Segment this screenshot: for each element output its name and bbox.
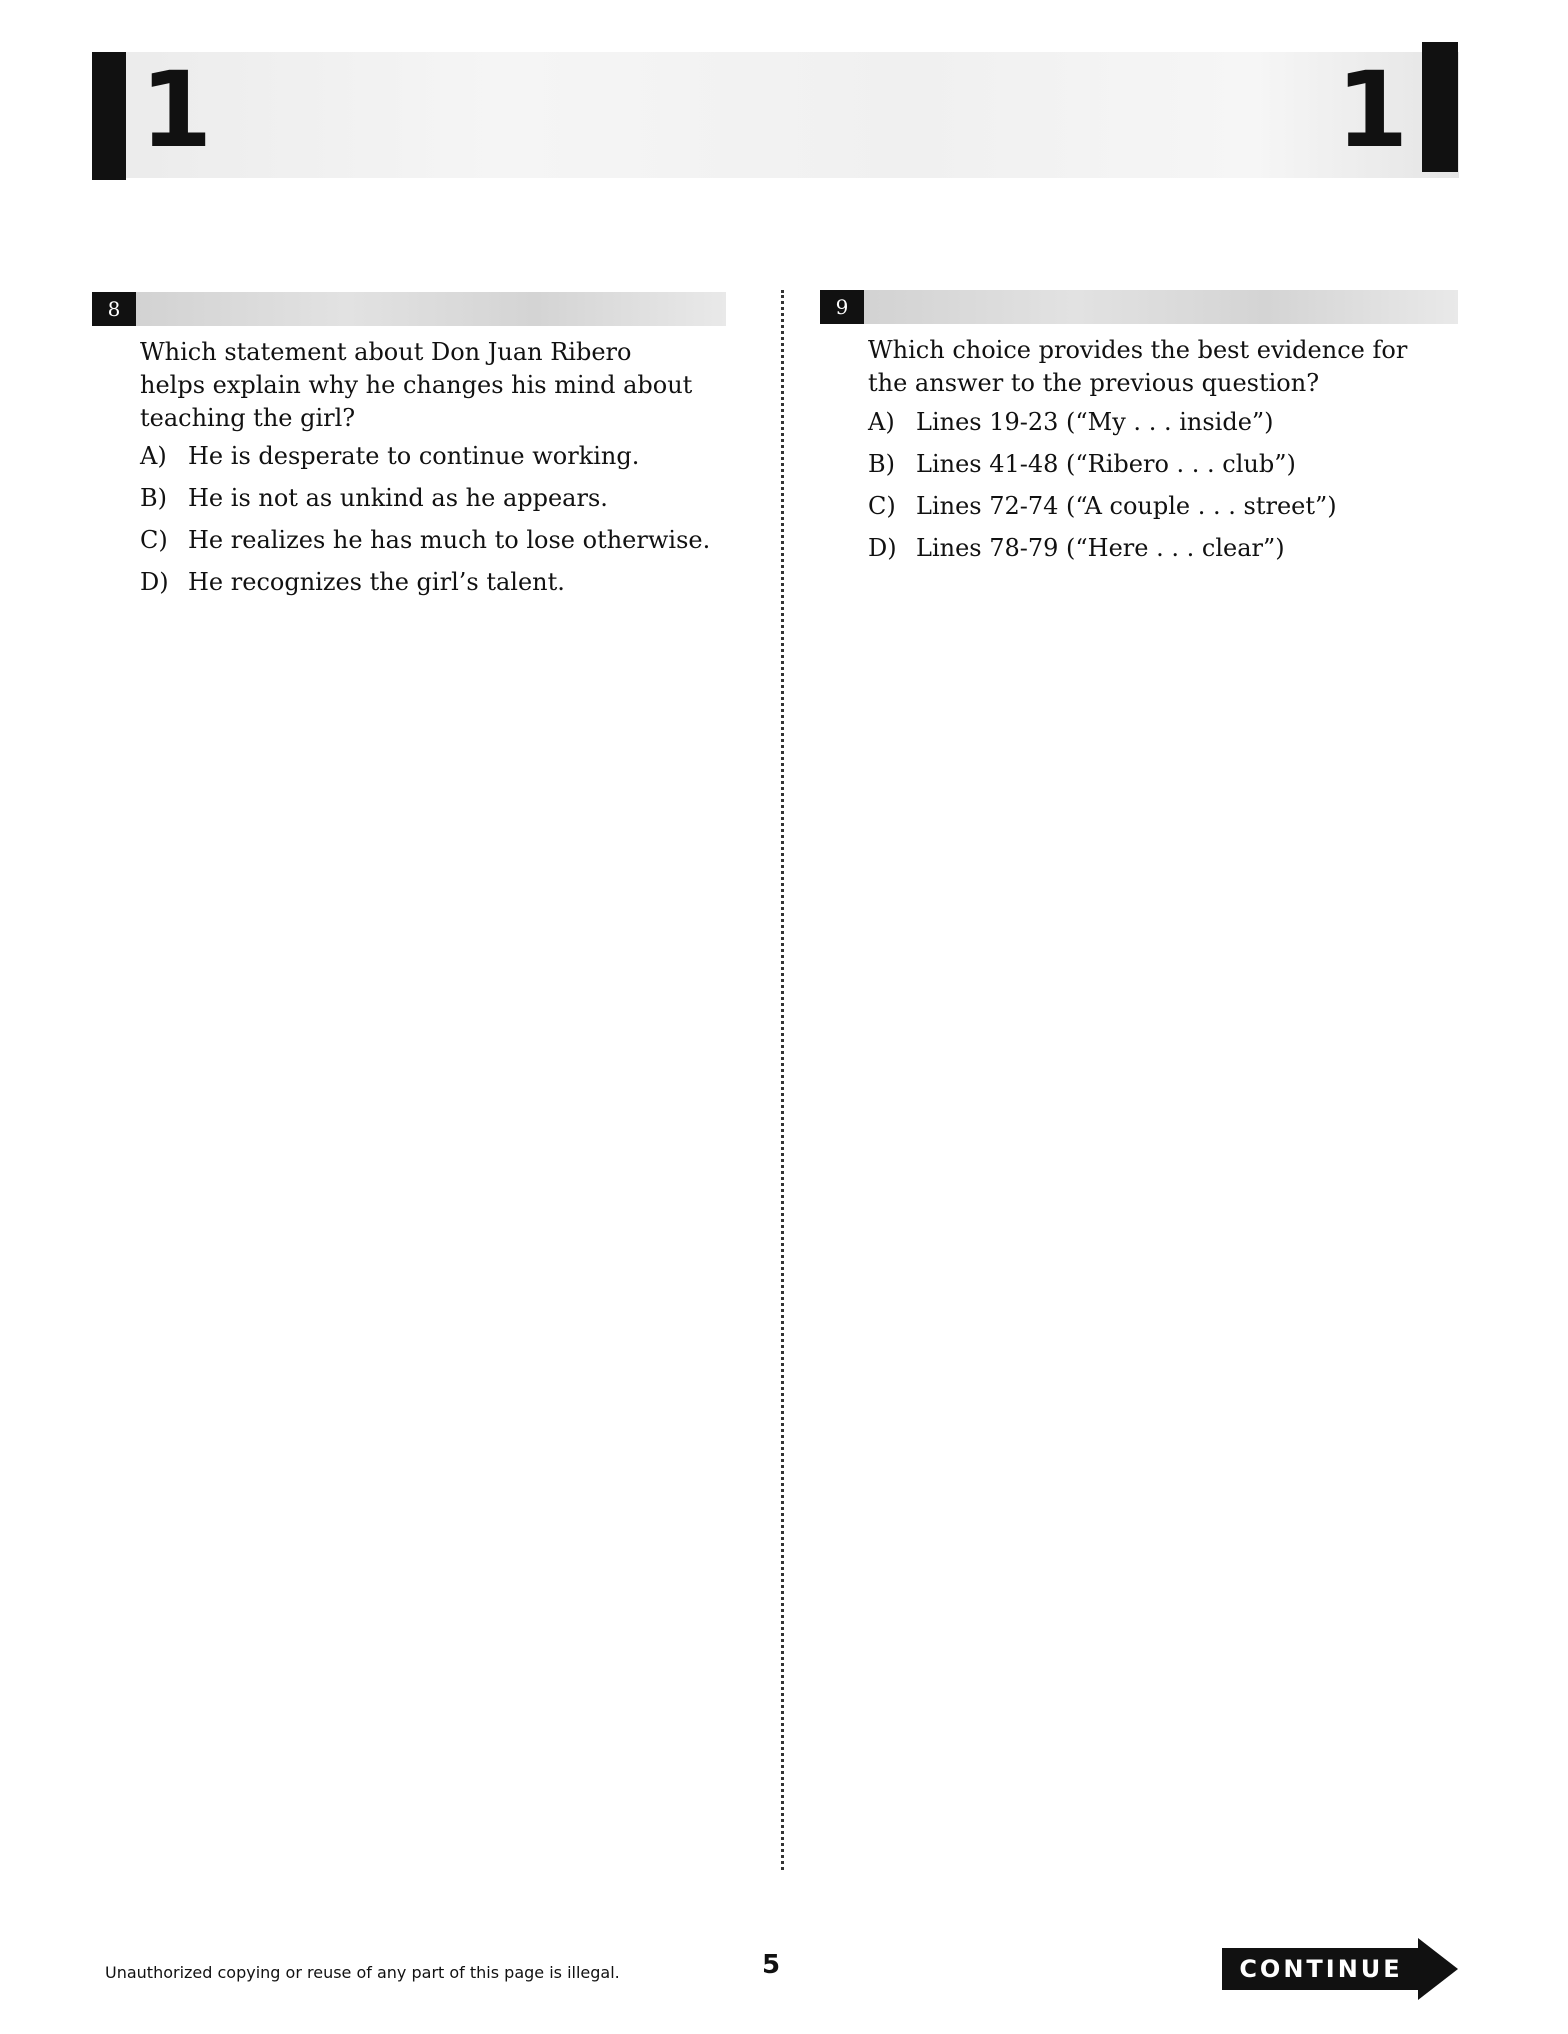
page-number: 5 [762, 1950, 781, 1980]
question-number-badge: 8 [92, 292, 136, 326]
answer-choice-b[interactable] [140, 484, 720, 512]
section-marker-bar-right [1422, 42, 1458, 172]
answer-choice-c[interactable] [140, 526, 720, 554]
choice-text: Lines 19-23 (“My . . . inside”) [916, 408, 1274, 436]
question-8-bar [92, 292, 726, 326]
question-8-prompt: Which statement about Don Juan Ribero helps explain why he changes his mind about teaching the girl? [140, 338, 693, 432]
choice-text: Lines 72-74 (“A couple . . . street”) [916, 492, 1337, 520]
answer-choice-a[interactable] [140, 442, 720, 470]
continue-indicator [1222, 1938, 1462, 1998]
choice-letter: B) [140, 484, 167, 512]
arrow-right-icon [1418, 1938, 1458, 2000]
copyright-notice: Unauthorized copying or reuse of any part of this page is illegal. [105, 1963, 620, 1982]
question-9-choices [868, 408, 1448, 576]
choice-letter: D) [868, 534, 897, 562]
question-9-bar [820, 290, 1458, 324]
section-header-band [92, 49, 1459, 178]
answer-choice-d[interactable] [140, 568, 720, 596]
continue-label: CONTINUE [1222, 1948, 1420, 1990]
section-number-left: 1 [140, 49, 213, 171]
choice-text: He realizes he has much to lose otherwise. [188, 526, 711, 554]
column-divider [781, 290, 784, 1870]
answer-choice-a[interactable] [868, 408, 1448, 436]
choice-letter: A) [868, 408, 895, 436]
section-number-right: 1 [1336, 49, 1409, 171]
question-9-prompt: Which choice provides the best evidence for the answer to the previous question? [868, 336, 1408, 397]
choice-letter: C) [868, 492, 896, 520]
choice-letter: A) [140, 442, 167, 470]
section-marker-bar-left [92, 52, 126, 180]
choice-letter: C) [140, 526, 168, 554]
answer-choice-c[interactable] [868, 492, 1448, 520]
choice-text: He recognizes the girl’s talent. [188, 568, 565, 596]
question-number-badge: 9 [820, 290, 864, 324]
choice-text: He is desperate to continue working. [188, 442, 640, 470]
choice-text: Lines 41-48 (“Ribero . . . club”) [916, 450, 1296, 478]
choice-letter: D) [140, 568, 169, 596]
choice-letter: B) [868, 450, 895, 478]
choice-text: Lines 78-79 (“Here . . . clear”) [916, 534, 1285, 562]
answer-choice-b[interactable] [868, 450, 1448, 478]
question-8-choices [140, 442, 720, 610]
choice-text: He is not as unkind as he appears. [188, 484, 608, 512]
answer-choice-d[interactable] [868, 534, 1448, 562]
